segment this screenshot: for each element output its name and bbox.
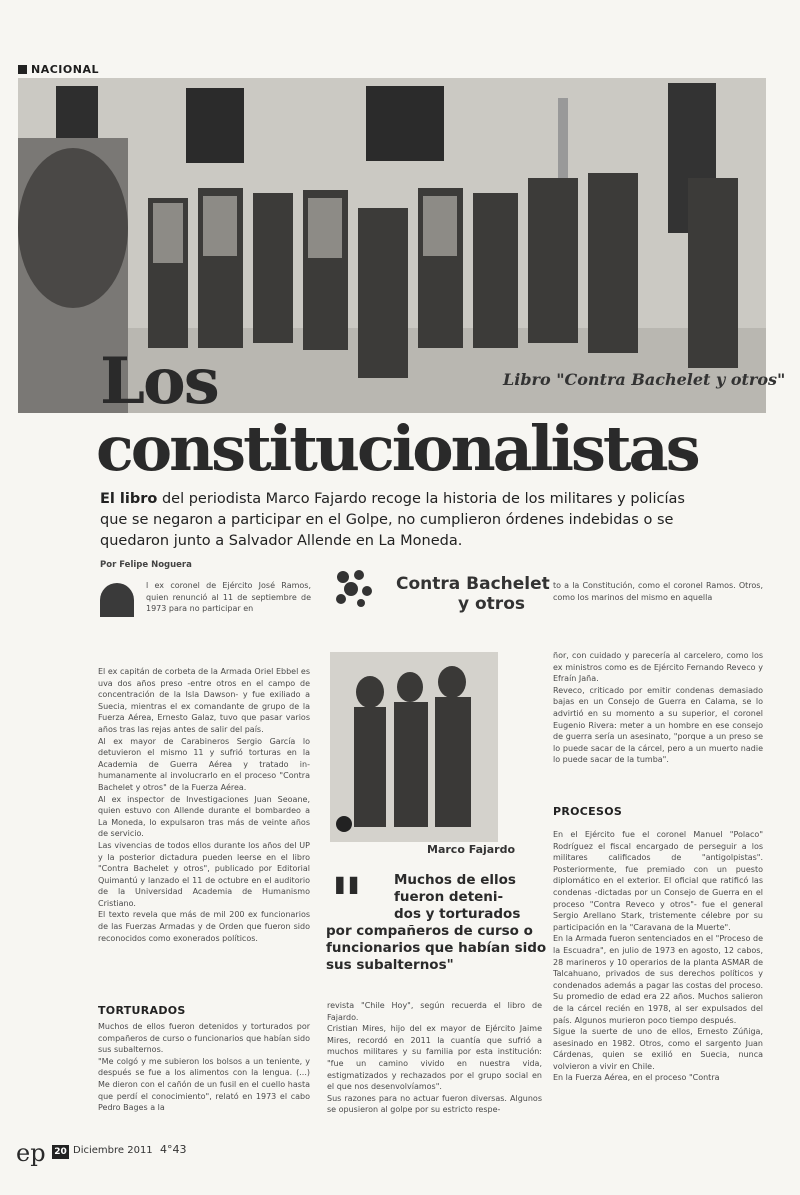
book-cover-illustration — [330, 652, 498, 842]
lead-bold: El libro — [100, 491, 158, 507]
column-middle-bottom — [327, 1000, 542, 1116]
footer-logo: ep — [16, 1139, 46, 1167]
book-author: Marco Fajardo — [427, 843, 516, 856]
subhead-procesos: PROCESOS — [553, 805, 623, 818]
lead-text: del periodista Marco Fajardo recoge la historia de los militares y policías que se negaron a participar en el Golpe, no cumplieron órdenes indebidas o se quedaron junto a Salvador Allende en La Moneda. — [100, 491, 685, 549]
section-square-icon — [18, 65, 27, 74]
column-top-right — [553, 580, 763, 610]
book-cover-image — [330, 652, 498, 842]
quote-mark-icon: " — [330, 864, 364, 939]
column-top-left-text: l ex coronel de Ejército José Ramos, quien renunció al 11 de septiembre de 1973 para no participar en — [146, 581, 311, 614]
column-right-after-p2: En la Armada fueron sentenciados en el "Proceso de la Escuadra", en julio de 1973 en agosto, 12 cabos, 28 marineros y 10 operarios de la planta ASMAR de Talcahuano, privados de sus derechos políticos y condenados además a pagar las costas del proceso. Su promedio de edad era 22 años. Muchos salieron de la cárcel recién en 1978, al ser expulsados del país. Algunos murieron poco tiempo después. — [553, 934, 763, 1025]
footer-page-number: 20 — [52, 1145, 69, 1159]
section-label: NACIONAL — [31, 63, 99, 76]
footer-note: 4°43 — [160, 1143, 187, 1156]
pull-quote-line-2: fueron deteni- — [394, 889, 504, 905]
column-left-p3: Al ex inspector de Investigaciones Juan Seoane, quien estuvo con Allende durante el bombardeo a La Moneda, lo expulsaron tras más de veinte años de servicio. — [98, 794, 310, 839]
column-right-after-p1: En el Ejército fue el coronel Manuel "Polaco" Rodríguez el fiscal encargado de perseguir a los militares calificados de "antigolpistas". Posteriormente, fue premiado con un puesto diplomático en el exterior. El oficial que ratificó las condenas -dictadas por un Consejo de Guerra en el proceso "Contra Reveco y otros"- fue el general Sergio Arellano Stark, tristemente célebre por su participación en la "Caravana de la Muerte". — [553, 830, 763, 932]
column-right-after — [553, 829, 763, 1084]
column-right-p2: Reveco, criticado por emitir condenas demasiado bajas en un Consejo de Guerra en Calama, se lo advirtió en su momento a su superior, el coronel Eugenio Rivera: meter a un hombre en ese consejo de guerra sería un asesinato, "porque a un preso se lo puede sacar de la cárcel, pero a un muerto nadie lo puede sacar de la tumba". — [553, 685, 763, 765]
column-top-right-text: to a la Constitución, como el coronel Ramos. Otros, como los marinos del mismo en aquella — [553, 581, 763, 602]
dropcap-shape — [100, 583, 134, 617]
column-middle-p3: Sus razones para no actuar fueron diversas. Algunos se opusieron al golpe por su estricto respe- — [327, 1093, 542, 1115]
inset-title — [396, 574, 550, 614]
inset-title-line-2: y otros — [458, 594, 525, 614]
headline-line-2: constitucionalistas — [96, 412, 698, 485]
book-label: Libro "Contra Bachelet y otros" — [503, 370, 786, 389]
pull-quote-line-3: dos y torturados — [394, 906, 521, 922]
column-top-left — [146, 580, 311, 632]
lead-paragraph — [100, 489, 710, 552]
column-right-after-p4: En la Fuerza Aérea, en el proceso "Contra — [553, 1073, 720, 1083]
headline-line-1: Los — [100, 344, 218, 419]
column-right-p1: ñor, con cuidado y parecería al carcelero, como los ex ministros como es de Ejército Fernando Reveco y Efraín Jaña. — [553, 651, 763, 684]
pull-quote-line-1: Muchos de ellos — [394, 872, 516, 888]
column-left-p2: Al ex mayor de Carabineros Sergio García lo detuvieron el mismo 11 y sufrió torturas en la Academia de Guerra Aérea y tratado in-humanamente al involucrarlo en el proceso "Contra Bachelet y otros" de la Fuerza Aérea. — [98, 736, 310, 792]
column-right-after-p3: Sigue la suerte de uno de ellos, Ernesto Zúñiga, asesinado en 1982. Otros, como el sargento Juan Cárdenas, quien se exilió en Suecia, nunca volvieron a vivir en Chile. — [553, 1027, 763, 1071]
column-middle-p2: Cristian Mires, hijo del ex mayor de Ejército Jaime Mires, recordó en 2011 la cuantía que sufrió a muchos militares y su familia por esta institución: "fue un camino vivido en nuestra vida, estigmatizados y rechazados por el grupo social en el que nos desenvolvíamos". — [327, 1024, 542, 1092]
column-left-after-p2: "Me colgó y me subieron los bolsos a un teniente, y después se fue a los alimentos con la lengua. (...) Me dieron con el cañón de un fusil en el cuello hasta que perdí el conocimiento", relató en 1973 el cabo Pedro Bages a la — [98, 1056, 310, 1113]
section-tag — [18, 63, 99, 76]
footer-date: Diciembre 2011 — [73, 1145, 153, 1156]
subhead-torturados: TORTURADOS — [98, 1004, 186, 1017]
column-middle-p1: revista "Chile Hoy", según recuerda el libro de Fajardo. — [327, 1001, 542, 1022]
column-right — [553, 650, 763, 766]
column-left-p1: El ex capitán de corbeta de la Armada Oriel Ebbel es uva dos años preso -entre otros en el campo de concentración de la Isla Dawson- y fue exiliado a Suecia, mientras el ex comandante de grupo de la Fuerza Aérea, Ernesto Galaz, tuvo que pasar varios años tras las rejas antes de salir del país. — [98, 667, 310, 734]
inset-title-line-1: Contra Bachelet — [396, 574, 550, 594]
column-left-p5: El texto revela que más de mil 200 ex funcionarios de las Fuerzas Armadas y de Orden que fueron sido reconocidos como exonerados políticos. — [98, 910, 310, 943]
pull-quote-rest: por compañeros de curso o funcionarios que habían sido sus subalternos" — [326, 923, 547, 973]
column-left — [98, 666, 310, 944]
pull-quote — [326, 864, 548, 974]
byline: Por Felipe Noguera — [100, 560, 192, 570]
column-left-after-p1: Muchos de ellos fueron detenidos y torturados por compañeros de curso o funcionarios que habían sido sus subalternos. — [98, 1022, 310, 1055]
column-left-after — [98, 1021, 310, 1114]
column-left-p4: Las vivencias de todos ellos durante los años del UP y la posterior dictadura pueden leerse en el libro "Contra Bachelet y otros", publicado por Editorial Quimantú y lanzado el 11 de octubre en el auditorio de la Universidad Academia de Humanismo Cristiano. — [98, 840, 310, 908]
inset-logo-icon — [331, 567, 379, 609]
